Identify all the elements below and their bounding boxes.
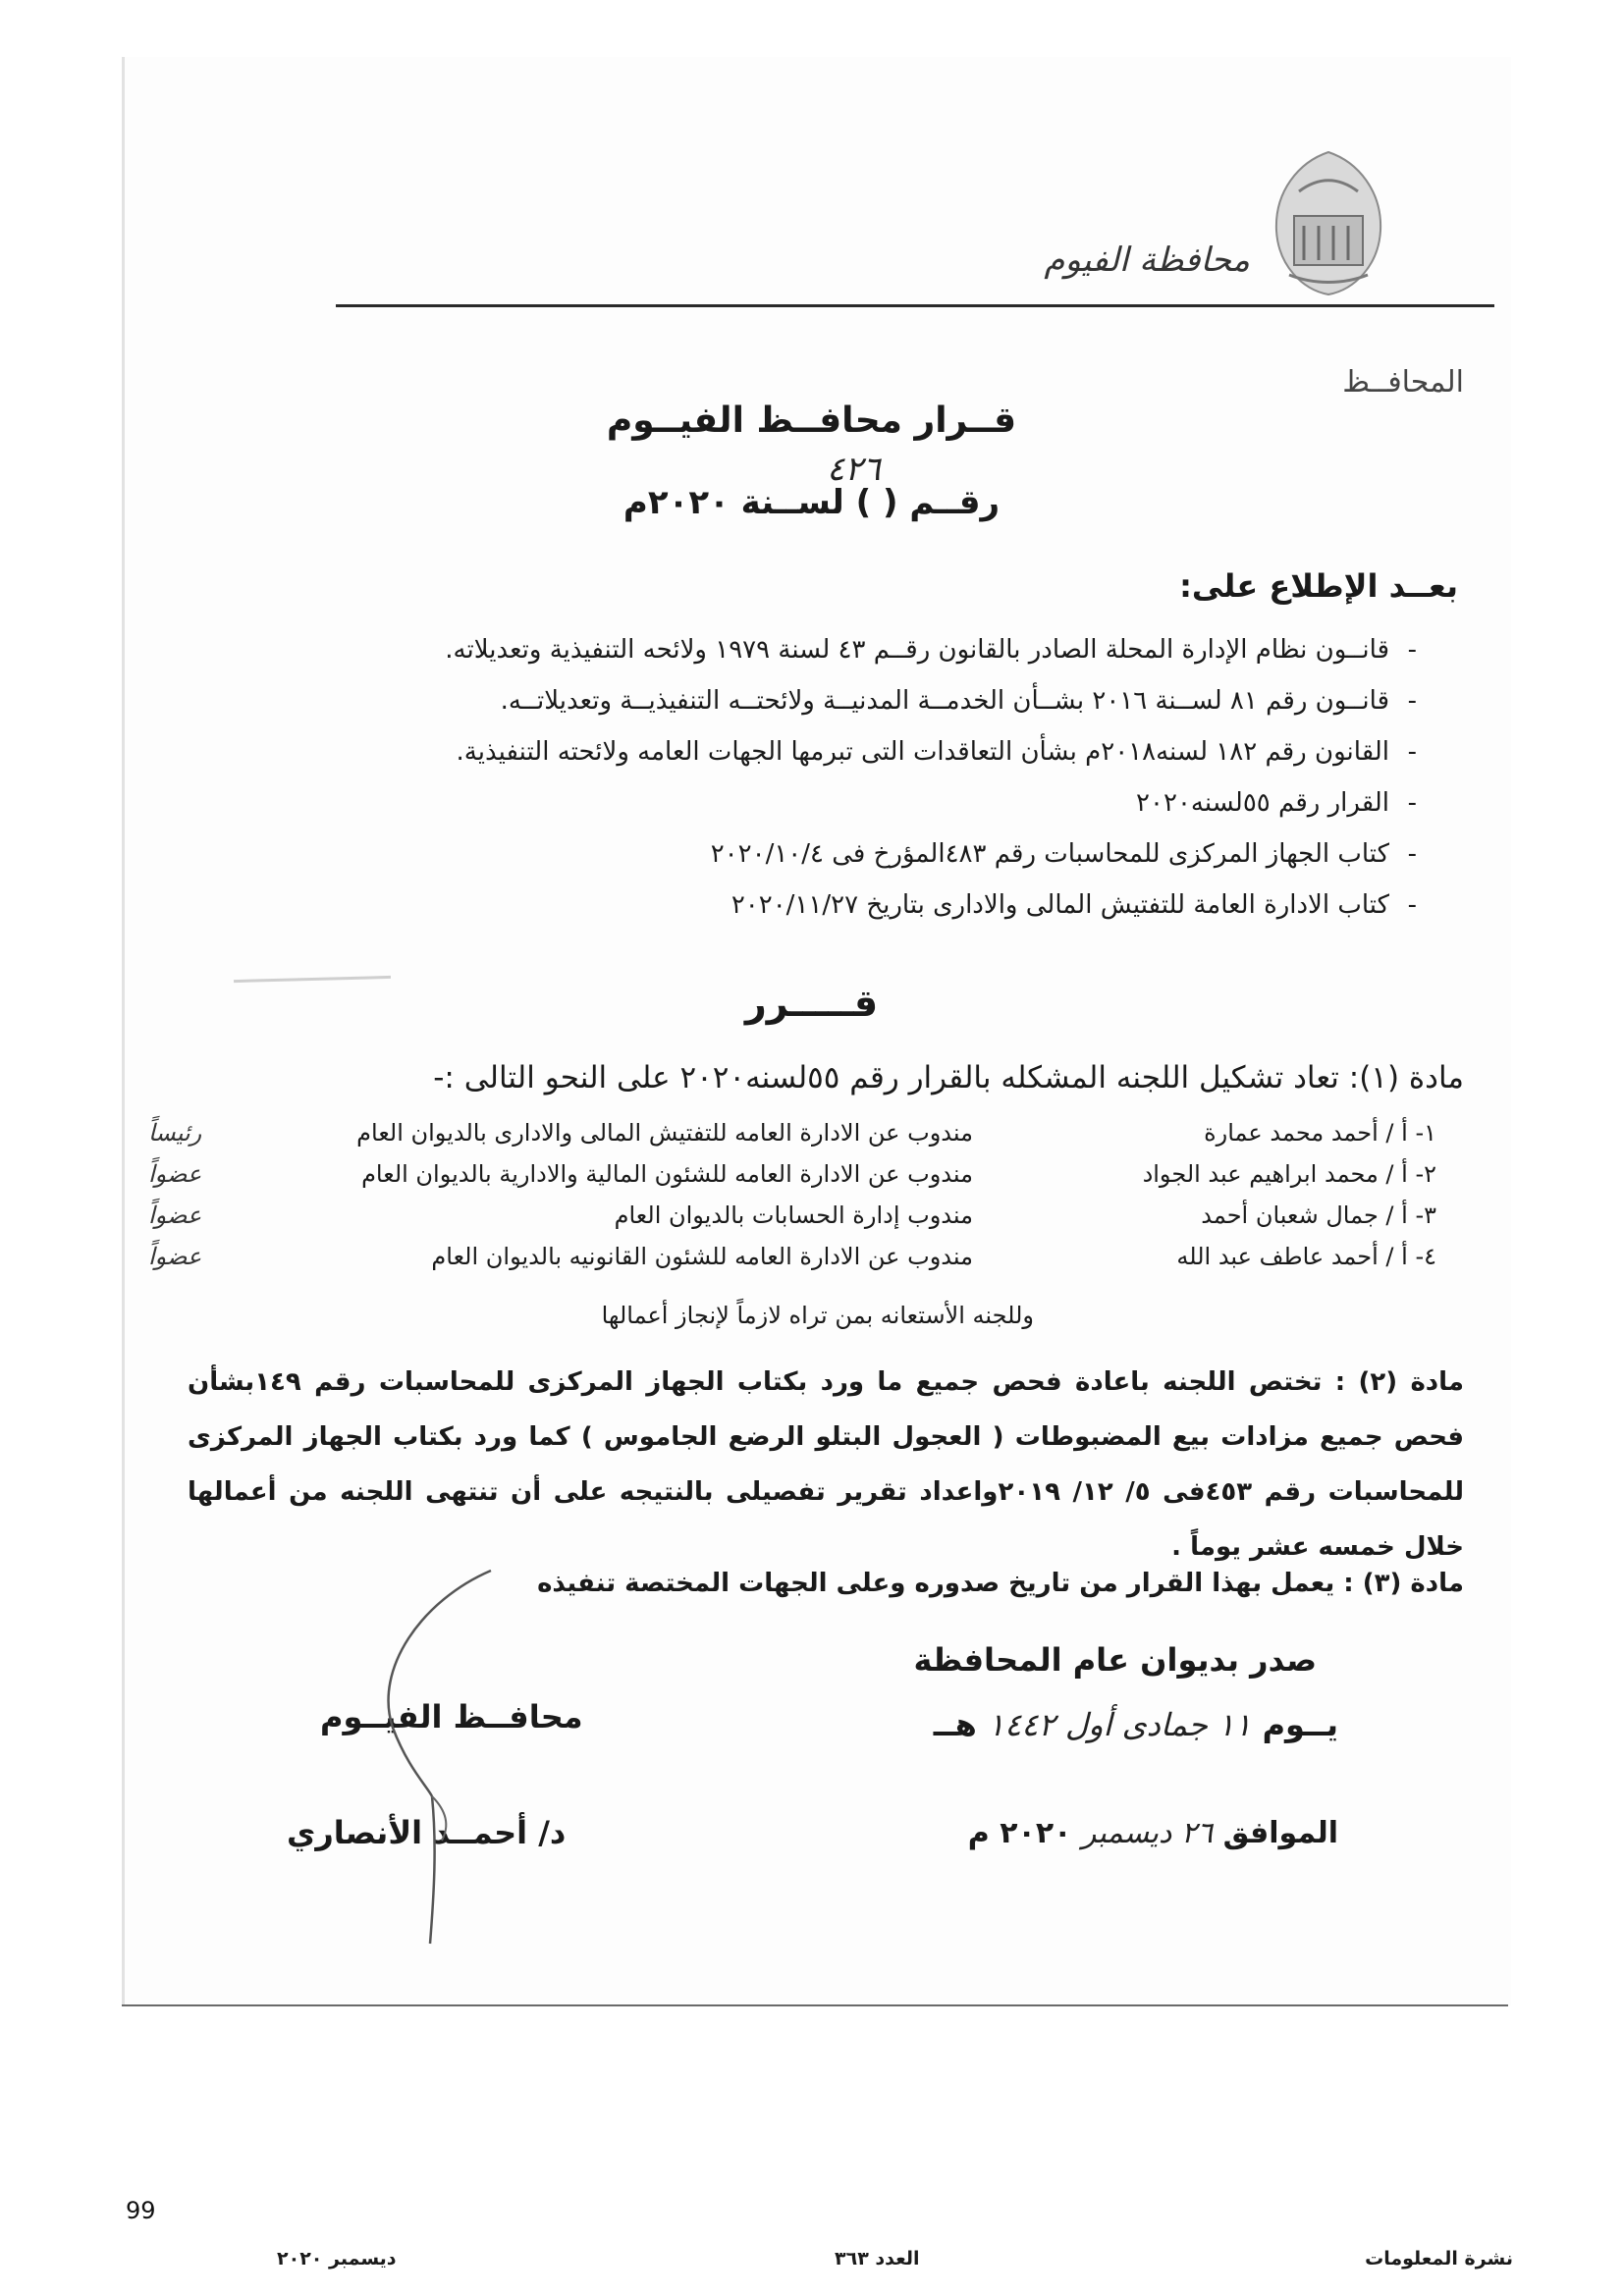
- decision-title: قــرار محافــظ الفيــوم: [606, 400, 1017, 441]
- governorate-emblem-icon: [1265, 147, 1392, 299]
- article-3: مادة (٣) : يعمل بهذا القرار من تاريخ صدوره وعلى الجهات المختصة تنفيذه: [537, 1569, 1464, 1598]
- scan-bottom-edge: [122, 2004, 1508, 2006]
- committee-support-line: وللجنه الأستعانه بمن تراه لازماً لإنجاز أعمالها: [601, 1302, 1034, 1329]
- member-role: مندوب عن الادارة العامه للشئون المالية والادارية بالديوان العام: [361, 1160, 973, 1188]
- preamble-heading: بعــد الإطلاع على:: [1179, 567, 1458, 605]
- preamble-item: - القرار رقم ٥٥لسنه٢٠٢٠: [140, 777, 1417, 828]
- member-role: مندوب عن الادارة العامه للتفتيش المالى والادارى بالديوان العام: [356, 1119, 973, 1147]
- member-role: مندوب إدارة الحسابات بالديوان العام: [614, 1201, 973, 1229]
- signature-icon: [334, 1561, 530, 1953]
- member-name: ٢- أ / محمد ابراهيم عبد الجواد: [1142, 1160, 1436, 1188]
- governorate-name: محافظة الفيوم: [1044, 240, 1250, 280]
- preamble-item: - كتاب الادارة العامة للتفتيش المالى والادارى بتاريخ ٢٠٢٠/١١/٢٧: [140, 880, 1417, 931]
- member-position: عضواً: [148, 1201, 202, 1229]
- governor-title: محافــظ الفيــوم: [320, 1698, 583, 1735]
- member-position: رئيساً: [148, 1119, 202, 1147]
- member-position: عضواً: [148, 1243, 202, 1270]
- footer-bulletin-name: نشرة المعلومات: [1365, 2248, 1513, 2269]
- member-row: [109, 1160, 1464, 1201]
- member-row: [109, 1243, 1464, 1284]
- preamble-item: - كتاب الجهاز المركزى للمحاسبات رقم ٤٨٣المؤرخ فى ٢٠٢٠/١٠/٤: [140, 828, 1417, 880]
- article-1: مادة (١): تعاد تشكيل اللجنه المشكله بالقرار رقم ٥٥لسنه٢٠٢٠ على النحو التالى :-: [433, 1060, 1464, 1095]
- hijri-suffix: هــ: [933, 1706, 977, 1743]
- preamble-item: - القانون رقم ١٨٢ لسنه٢٠١٨م بشأن التعاقدات التى تبرمها الجهات العامه ولائحته التنفيذية.: [140, 726, 1417, 777]
- member-name: ٤- أ / أحمد عاطف عبد الله: [1176, 1243, 1436, 1270]
- hijri-prefix: يــوم: [1262, 1706, 1338, 1743]
- page-number: 99: [126, 2197, 156, 2224]
- member-role: مندوب عن الادارة العامه للشئون القانونيه بالديوان العام: [431, 1243, 973, 1270]
- member-row: [109, 1119, 1464, 1160]
- decree-heading: قـــــرر: [744, 982, 879, 1025]
- preamble-item: - قانــون نظام الإدارة المحلة الصادر بالقانون رقــم ٤٣ لسنة ١٩٧٩ ولائحه التنفيذية وتعديلاته.: [140, 624, 1417, 675]
- gregorian-prefix: الموافق: [1222, 1816, 1338, 1850]
- member-name: ٣- أ / جمال شعبان أحمد: [1201, 1201, 1436, 1229]
- committee-members: [109, 1119, 1464, 1284]
- governor-name: د/ أحمــد الأنصاري: [287, 1814, 567, 1851]
- gregorian-date: [968, 1816, 1338, 1850]
- member-name: ١- أ / أحمد محمد عمارة: [1204, 1119, 1436, 1147]
- handwritten-decision-number: ٤٢٦: [827, 450, 881, 489]
- decision-number-line: رقــم ( ) لســنة ٢٠٢٠م: [622, 483, 1001, 522]
- preamble-item: - قانــون رقم ٨١ لســنة ٢٠١٦ بشــأن الخدمــة المدنيــة ولائحتــه التنفيذيــة وتعديلاتــه.: [140, 675, 1417, 726]
- office-title: المحافــظ: [1342, 365, 1464, 400]
- issued-at: صدر بديوان عام المحافظة: [913, 1641, 1317, 1679]
- hijri-handwritten-date: ١١ جمادى أول ١٤٤٢: [987, 1706, 1252, 1743]
- footer-issue: العدد ٣٦٣: [835, 2248, 920, 2269]
- member-row: [109, 1201, 1464, 1243]
- article-2: مادة (٢) : تختص اللجنه باعادة فحص جميع ما ورد بكتاب الجهاز المركزى للمحاسبات رقم ١٤٩بشأن فحص جميع مزادات بيع المضبوطات ( العجول البتلو الرضع الجاموس ) كما ورد بكتاب الجهاز المركزى للمحاسبات رقم ٤٥٣فى ٥/ ١٢/ ٢٠١٩واعداد تقرير تفصيلى بالنتيجه على أن تنتهى اللجنه من أعمالها خلال خمسه عشر يوماً .: [188, 1367, 1464, 1562]
- gregorian-handwritten-date: ٢٦ ديسمبر: [1081, 1816, 1214, 1850]
- preamble-list: [140, 624, 1417, 931]
- member-position: عضواً: [148, 1160, 202, 1188]
- header-divider: [336, 304, 1494, 307]
- gregorian-suffix: ٢٠٢٠ م: [967, 1816, 1072, 1850]
- footer-date: ديسمبر ٢٠٢٠: [277, 2248, 397, 2269]
- hijri-date: [934, 1706, 1338, 1743]
